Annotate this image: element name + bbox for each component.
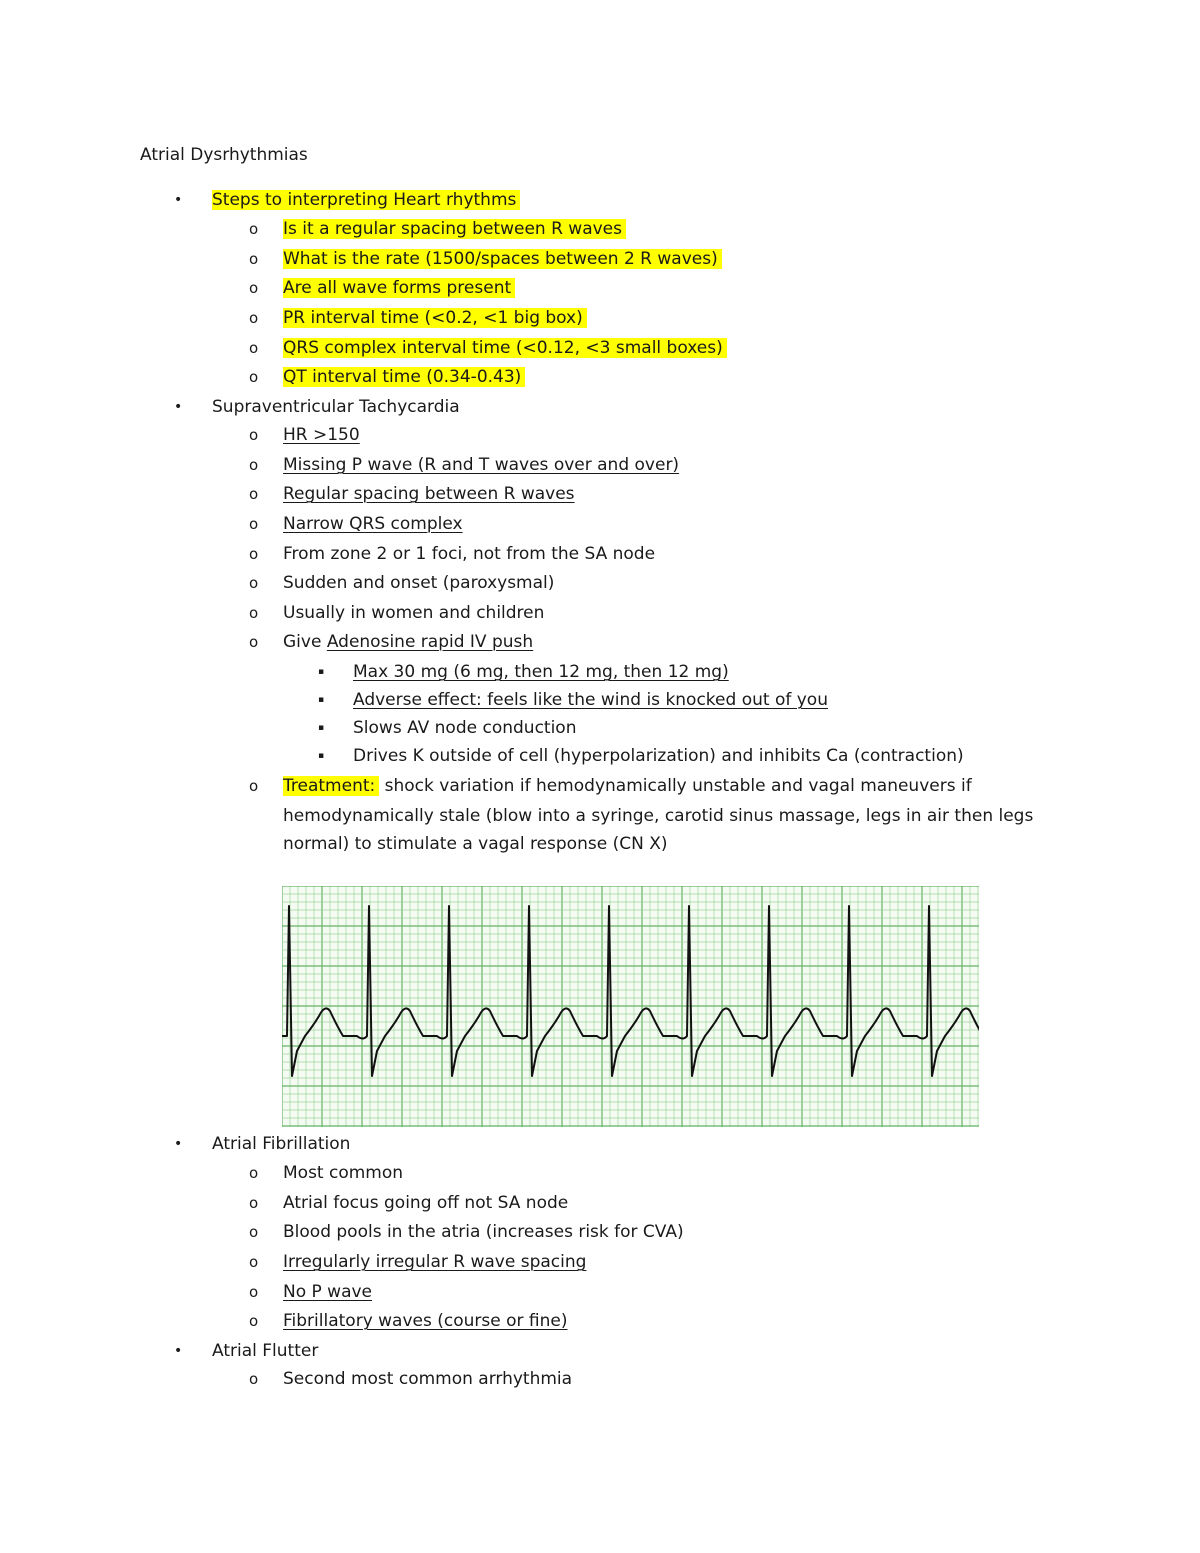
aflutter-heading: Atrial Flutter: [212, 1341, 319, 1361]
bullet-icon: o: [249, 485, 259, 503]
steps-item: [283, 215, 626, 243]
adenosine-subitem: Slows AV node conduction: [353, 718, 577, 738]
bullet-icon: o: [249, 426, 259, 444]
treatment-label: Treatment:: [283, 776, 379, 796]
steps-item: [283, 363, 525, 391]
highlighted-text: Is it a regular spacing between R waves: [283, 219, 626, 239]
steps-item: [283, 334, 727, 362]
bullet-icon: o: [249, 279, 259, 297]
bullet-icon: o: [249, 1223, 259, 1241]
svt-item: From zone 2 or 1 foci, not from the SA node: [283, 544, 656, 564]
treatment-line: [283, 772, 972, 800]
svt-item: Narrow QRS complex: [283, 514, 463, 534]
square-bullet-icon: ▪: [318, 667, 325, 677]
steps-item: [283, 274, 515, 302]
treatment-line: normal) to stimulate a vagal response (CN X): [283, 834, 668, 854]
ecg-strip-image: [282, 886, 979, 1127]
adenosine-prefix: Give: [283, 632, 327, 652]
highlighted-text: PR interval time (<0.2, <1 big box): [283, 308, 587, 328]
treatment-line: hemodynamically stale (blow into a syringe, carotid sinus massage, legs in air then legs: [283, 806, 1034, 826]
aflutter-item: Second most common arrhythmia: [283, 1369, 573, 1389]
svt-item: Regular spacing between R waves: [283, 484, 575, 504]
bullet-icon: o: [249, 777, 259, 795]
bullet-icon: •: [174, 192, 183, 208]
bullet-icon: o: [249, 1370, 259, 1388]
adenosine-subitem: Drives K outside of cell (hyperpolarization) and inhibits Ca (contraction): [353, 746, 964, 766]
ecg-svg: [282, 886, 979, 1127]
bullet-icon: o: [249, 633, 259, 651]
bullet-icon: o: [249, 1164, 259, 1182]
bullet-icon: o: [249, 604, 259, 622]
bullet-icon: o: [249, 220, 259, 238]
svt-heading: Supraventricular Tachycardia: [212, 397, 460, 417]
square-bullet-icon: ▪: [318, 695, 325, 705]
bullet-icon: o: [249, 309, 259, 327]
afib-heading: Atrial Fibrillation: [212, 1134, 351, 1154]
bullet-icon: o: [249, 250, 259, 268]
afib-item: Blood pools in the atria (increases risk for CVA): [283, 1222, 684, 1242]
bullet-icon: o: [249, 574, 259, 592]
svt-item: Missing P wave (R and T waves over and over): [283, 455, 680, 475]
steps-item: [283, 245, 722, 273]
bullet-icon: o: [249, 368, 259, 386]
svt-item: Sudden and onset (paroxysmal): [283, 573, 555, 593]
bullet-icon: •: [174, 399, 183, 415]
afib-item: No P wave: [283, 1282, 373, 1302]
treatment-text: shock variation if hemodynamically unstable and vagal maneuvers if: [379, 776, 972, 796]
highlighted-text: QT interval time (0.34-0.43): [283, 367, 525, 387]
bullet-icon: o: [249, 1194, 259, 1212]
adenosine-subitem: Max 30 mg (6 mg, then 12 mg, then 12 mg): [353, 662, 729, 682]
bullet-icon: o: [249, 1283, 259, 1301]
bullet-icon: o: [249, 1253, 259, 1271]
page-title: Atrial Dysrhythmias: [140, 145, 308, 165]
steps-heading: [212, 186, 520, 214]
steps-item: [283, 304, 587, 332]
highlighted-text: What is the rate (1500/spaces between 2 R waves): [283, 249, 722, 269]
afib-item: Fibrillatory waves (course or fine): [283, 1311, 568, 1331]
bullet-icon: o: [249, 339, 259, 357]
highlighted-text: QRS complex interval time (<0.12, <3 small boxes): [283, 338, 727, 358]
adenosine-item: [283, 628, 533, 656]
afib-item: Most common: [283, 1163, 404, 1183]
svt-item: Usually in women and children: [283, 603, 545, 623]
highlighted-text: Are all wave forms present: [283, 278, 515, 298]
adenosine-subitem: Adverse effect: feels like the wind is knocked out of you: [353, 690, 828, 710]
svt-item: HR >150: [283, 425, 360, 445]
bullet-icon: o: [249, 545, 259, 563]
bullet-icon: o: [249, 1312, 259, 1330]
adenosine-text: Adenosine rapid IV push: [326, 632, 534, 652]
highlighted-text: Steps to interpreting Heart rhythms: [212, 190, 520, 210]
bullet-icon: •: [174, 1136, 183, 1152]
bullet-icon: o: [249, 515, 259, 533]
afib-item: Irregularly irregular R wave spacing: [283, 1252, 587, 1272]
bullet-icon: •: [174, 1343, 183, 1359]
square-bullet-icon: ▪: [318, 751, 325, 761]
bullet-icon: o: [249, 456, 259, 474]
square-bullet-icon: ▪: [318, 723, 325, 733]
afib-item: Atrial focus going off not SA node: [283, 1193, 569, 1213]
